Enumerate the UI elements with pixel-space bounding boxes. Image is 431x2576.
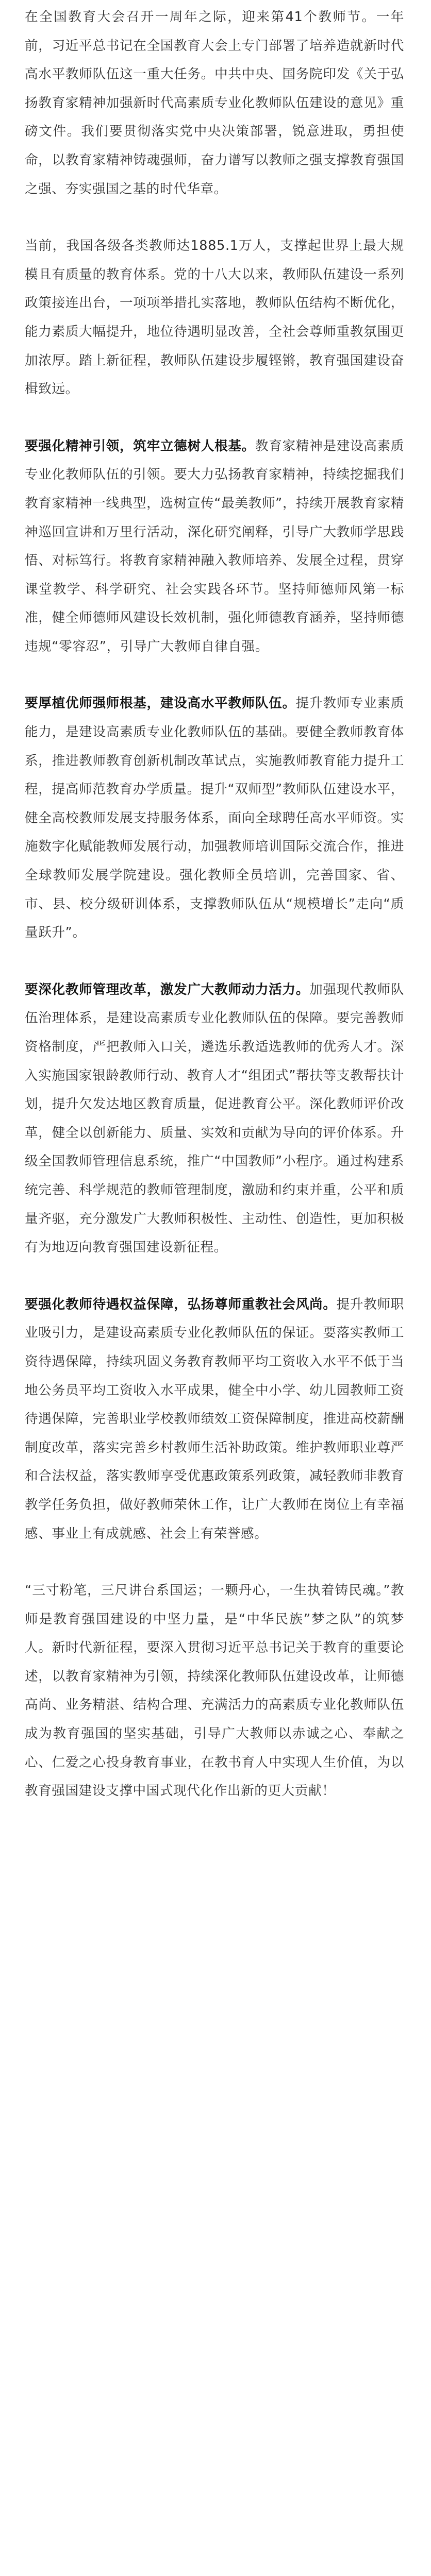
paragraph-conclusion: “三寸粉笔，三尺讲台系国运；一颗丹心，一生执着铸民魂。”教师是教育强国建设的中坚力量，是“中华民族”梦之队”的筑梦人。新时代新征程，要深入贯彻习近平总书记关于教育的重要论述，以教育家精神为引领，持续深化教师队伍建设改革，让师德高尚、业务精湛、结构合理、充满活力的高素质专业化教师队伍成为教育强国的坚实基础，引导广大教师以赤诚之心、奉献之心、仁爱之心投身教育事业，在教书育人中实现人生价值，为以教育强国建设支撑中国式现代化作出新的更大贡献！ [25, 1583, 404, 1799]
section-lead-quality: 要厚植优师强师根基，建设高水平教师队伍。 [25, 696, 296, 711]
paragraph-intro: 在全国教育大会召开一周年之际，迎来第41个教师节。一年前，习近平总书记在全国教育大会上专门部署了培养造就新时代高水平教师队伍这一重大任务。中共中央、国务院印发《关于弘扬教育家精神加强新时代高素质专业化教师队伍建设的意见》重磅文件。我们要贯彻落实党中央决策部署，锐意进取，勇担使命，以教育家精神铸魂强师，奋力谱写以教师之强支撑教育强国之强、夯实强国之基的时代华章。 [25, 9, 404, 197]
section-lead-spirit: 要强化精神引领，筑牢立德树人根基。 [25, 438, 255, 454]
section-lead-treatment: 要强化教师待遇权益保障，弘扬尊师重教社会风尚。 [25, 1296, 337, 1312]
paragraph-management-reform: 要深化教师管理改革，激发广大教师动力活力。加强现代教师队伍治理体系，是建设高素质专业化教师队伍的保障。要完善教师资格制度，严把教师入口关，遴选乐教适选教师的优秀人才。深入实施国家银龄教师行动、教育人才“组团式”帮扶等支教帮扶计划，提升欠发达地区教育质量，促进教育公平。深化教师评价改革，健全以创新能力、质量、实效和贡献为导向的评价体系。升级全国教师管理信息系统，推广“中国教师”小程序。通过构建系统完善、科学规范的教师管理制度，激励和约束并重，公平和质量齐驱，充分激发广大教师积极性、主动性、创造性，更加积极有为地迈向教育强国建设新征程。 [25, 981, 404, 1256]
paragraph-quality-teachers: 要厚植优师强师根基，建设高水平教师队伍。提升教师专业素质能力，是建设高素质专业化教师队伍的基础。要健全教师教育体系，推进教师教育创新机制改革试点，实施教师教育能力提升工程，提高师范教育办学质量。提升“双师型”教师队伍建设水平，健全高校教师发展支持服务体系，面向全球聘任高水平师资。实施数字化赋能教师发展行动，加强教师培训国际交流合作，推进全球教师发展学院建设。强化教师全员培训，完善国家、省、市、县、校分级研训体系，支撑教师队伍从“规模增长”走向“质量跃升”。 [25, 696, 404, 941]
paragraph-teacher-count: 当前，我国各级各类教师达1885.1万人，支撑起世界上最大规模且有质量的教育体系。党的十八大以来，教师队伍建设一系列政策接连出台，一项项举措扎实落地，教师队伍结构不断优化，能力素质大幅提升，地位待遇明显改善，全社会尊师重教氛围更加浓厚。踏上新征程，教师队伍建设步履铿锵，教育强国建设奋楫致远。 [25, 238, 404, 397]
section-lead-management: 要深化教师管理改革，激发广大教师动力活力。 [25, 981, 310, 997]
paragraph-spirit-guidance: 要强化精神引领，筑牢立德树人根基。教育家精神是建设高素质专业化教师队伍的引领。要大力弘扬教育家精神，持续挖掘我们教育家精神一线典型，选树宣传“最美教师”，持续开展教育家精神巡回宣讲和万里行活动，深化研究阐释，引导广大教师学思践悟、对标笃行。将教育家精神融入教师培养、发展全过程，贯穿课堂教学、科学研究、社会实践各环节。坚持师德师风第一标准，健全师德师风建设长效机制，强化师德教育涵养，坚持师德违规“零容忍”，引导广大教师自律自强。 [25, 438, 405, 654]
paragraph-treatment-rights: 要强化教师待遇权益保障，弘扬尊师重教社会风尚。提升教师职业吸引力，是建设高素质专业化教师队伍的保证。要落实教师工资待遇保障，持续巩固义务教育教师平均工资收入水平不低于当地公务员平均工资收入水平成果，健全中小学、幼儿园教师工资待遇保障，完善职业学校教师绩效工资保障制度，推进高校薪酬制度改革，落实完善乡村教师生活补助政策。维护教师职业尊严和合法权益，落实教师享受优惠政策系列政策，减轻教师非教育教学任务负担，做好教师荣休工作，让广大教师在岗位上有幸福感、事业上有成就感、社会上有荣誉感。 [25, 1296, 404, 1541]
